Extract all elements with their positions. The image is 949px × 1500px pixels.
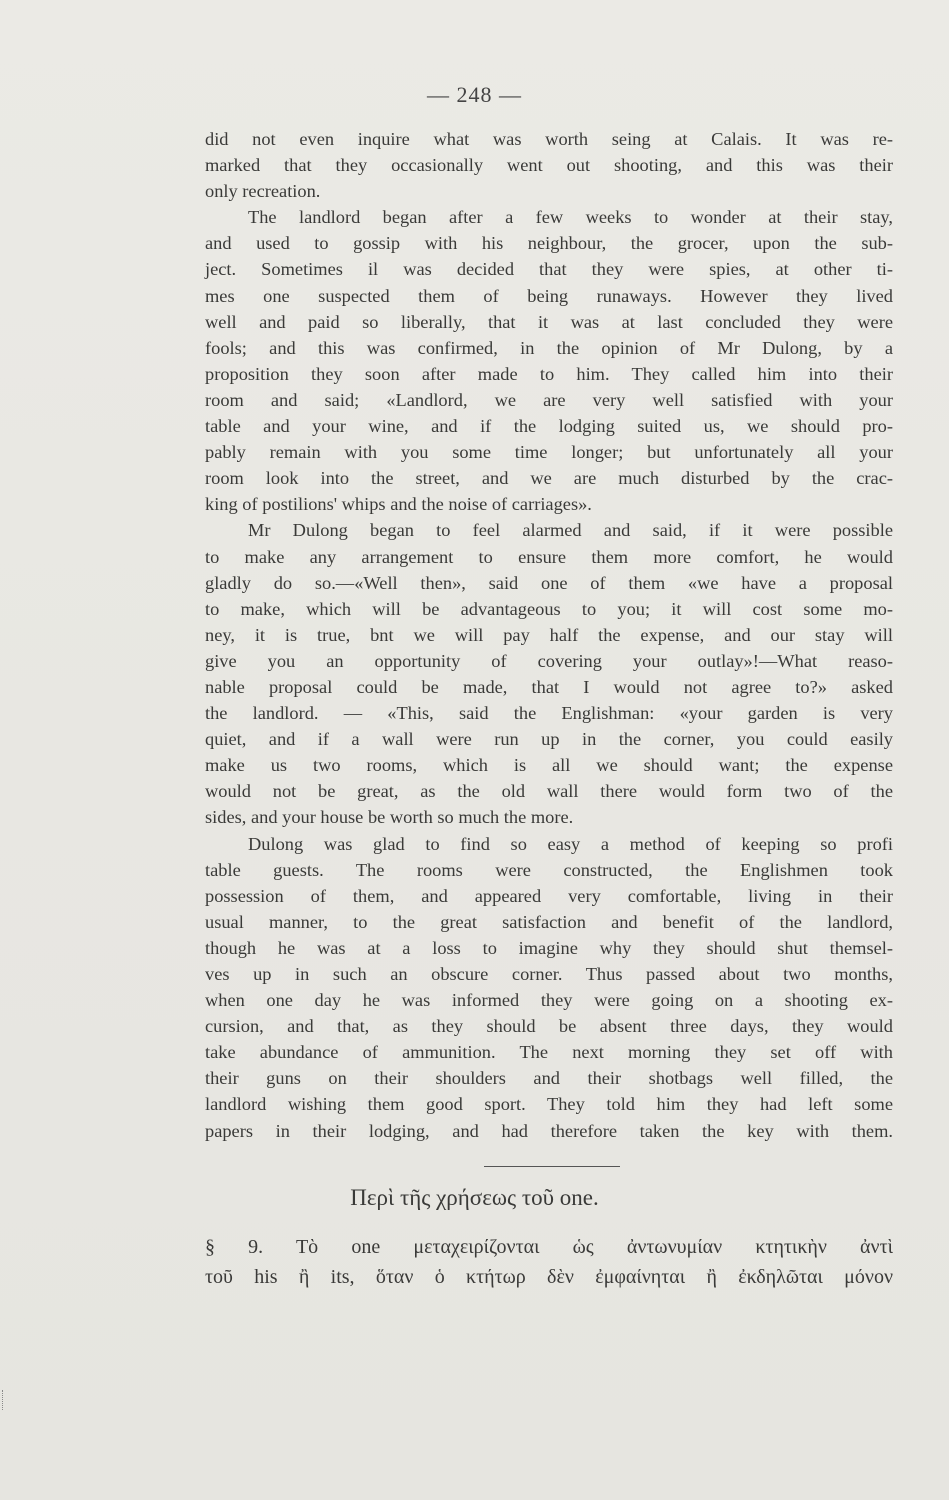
text-line: mes one suspected them of being runaways. However they lived — [205, 285, 893, 306]
paragraph-4 — [205, 831, 893, 1144]
text-line: their guns on their shoulders and their shotbags well filled, the — [205, 1068, 893, 1089]
text-line: only recreation. — [205, 181, 321, 202]
text-line: possession of them, and appeared very comfortable, living in their — [205, 885, 893, 906]
text-line: landlord wishing them good sport. They told him they had left some — [205, 1094, 893, 1115]
text-line: king of postilions' whips and the noise of carriages». — [205, 494, 592, 515]
text-line: the landlord. — «This, said the Englishman: «your garden is very — [205, 703, 893, 724]
text-line: take abundance of ammunition. The next morning they set off with — [205, 1042, 893, 1063]
text-line: sides, and your house be worth so much the more. — [205, 807, 574, 828]
text-line: ves up in such an obscure corner. Thus passed about two months, — [205, 964, 893, 984]
text-line: quiet, and if a wall were run up in the corner, you could easily — [205, 729, 893, 750]
paragraph-3 — [205, 517, 893, 830]
text-line: pably remain with you some time longer; but unfortunately all your — [205, 442, 893, 463]
text-line: to make any arrangement to ensure them more comfort, he would — [205, 546, 893, 567]
text-line: cursion, and that, as they should be absent three days, they would — [205, 1016, 893, 1037]
text-line: τοῦ his ἢ its, ὅταν ὁ κτήτωρ δὲν ἐμφαίνηται ἢ ἐκδηλῶται μόνον — [205, 1266, 893, 1288]
text-line: § 9. Τὸ one μεταχειρίζονται ὡς ἀντωνυμίαν κτητικὴν ἀντὶ — [205, 1236, 893, 1258]
section-divider — [484, 1166, 620, 1167]
page-number: — 248 — — [427, 82, 522, 107]
text-line: proposition they soon after made to him. They called him into their — [205, 363, 893, 384]
text-line: table and your wine, and if the lodging suited us, we should pro- — [205, 416, 893, 437]
text-line: usual manner, to the great satisfaction and benefit of the landlord, — [205, 911, 893, 932]
text-line: marked that they occasionally went out shooting, and this was their — [205, 155, 893, 176]
paragraph-1 — [205, 126, 893, 204]
text-line: did not even inquire what was worth seing at Calais. It was re- — [205, 129, 893, 149]
text-line: would not be great, as the old wall there would form two of the — [205, 781, 893, 802]
text-line: well and paid so liberally, that it was at last concluded they were — [205, 311, 893, 332]
greek-text — [205, 1232, 893, 1292]
text-line: Dulong was glad to find so easy a method of keeping so profi — [248, 833, 893, 854]
text-line: gladly do so.—«Well then», said one of them «we have a proposal — [205, 572, 893, 593]
paragraph-2 — [205, 204, 893, 517]
text-line: nable proposal could be made, that I would not agree to?» asked — [205, 676, 893, 697]
text-line: though he was at a loss to imagine why they should shut themsel- — [205, 937, 893, 958]
body-text — [205, 126, 893, 1144]
text-line: table guests. The rooms were constructed, the Englishmen took — [205, 859, 893, 880]
text-line: ject. Sometimes il was decided that they were spies, at other ti- — [205, 259, 893, 280]
text-line: make us two rooms, which is all we should want; the expense — [205, 755, 893, 776]
text-line: room look into the street, and we are much disturbed by the crac- — [205, 468, 893, 489]
text-line: Mr Dulong began to feel alarmed and said, if it were possible — [248, 520, 893, 541]
text-line: room and said; «Landlord, we are very well satisfied with your — [205, 389, 893, 410]
text-line: when one day he was informed they were going on a shooting ex- — [205, 990, 893, 1011]
text-line: The landlord began after a few weeks to wonder at their stay, — [248, 207, 893, 228]
text-line: to make, which will be advantageous to you; it will cost some mo- — [205, 598, 893, 619]
section-title: Περὶ τῆς χρήσεως τοῦ one. — [350, 1185, 599, 1210]
text-line: and used to gossip with his neighbour, the grocer, upon the sub- — [205, 233, 893, 254]
text-line: give you an opportunity of covering your outlay»!—What reaso- — [205, 650, 893, 671]
text-line: ney, it is true, bnt we will pay half the expense, and our stay will — [205, 624, 893, 645]
text-line: papers in their lodging, and had therefore taken the key with them. — [205, 1120, 893, 1141]
text-line: fools; and this was confirmed, in the opinion of Mr Dulong, by a — [205, 337, 893, 358]
margin-speck — [2, 1390, 6, 1410]
